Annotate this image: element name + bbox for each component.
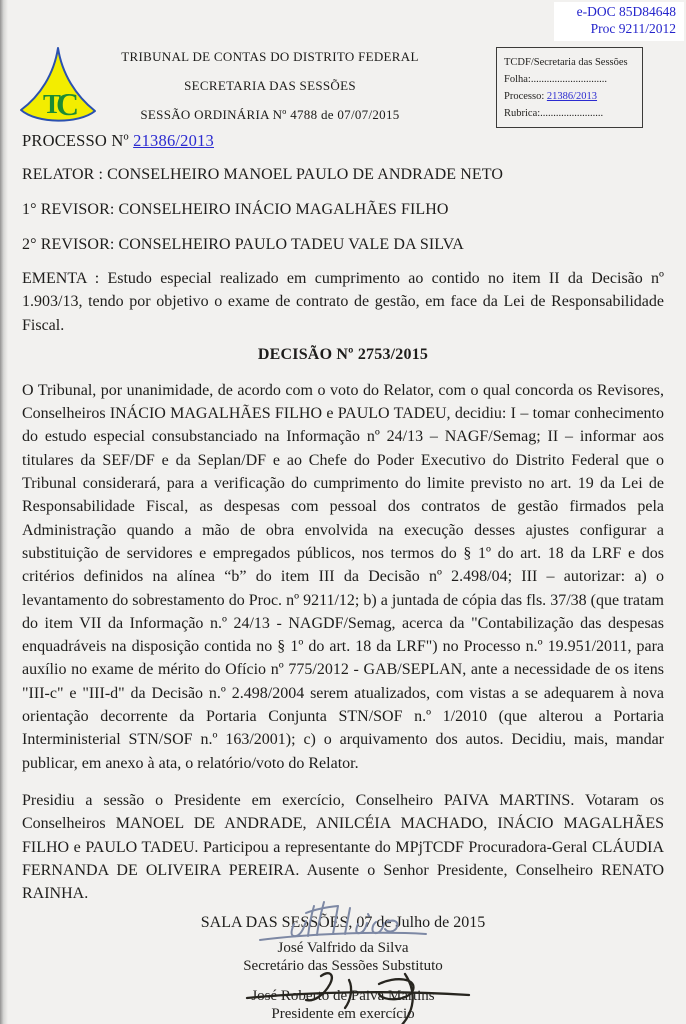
- edoc-proc-number: Proc 9211/2012: [590, 20, 676, 36]
- process-number-link[interactable]: 21386/2013: [133, 131, 214, 150]
- signer1-role: Secretário das Sessões Substituto: [243, 958, 443, 975]
- revisor2-line: 2° REVISOR: CONSELHEIRO PAULO TADEU VALE DA SILVA: [22, 236, 464, 253]
- dept-name: SECRETARIA DAS SESSÕES: [184, 78, 356, 93]
- svg-text:C: C: [56, 86, 80, 122]
- document-header: [55, 42, 485, 129]
- edoc-number: e-DOC 85D84648: [576, 4, 676, 19]
- svg-text:T: T: [43, 89, 62, 119]
- place-date-line: SALA DAS SESSÕES, 07 de Julho de 2015: [200, 914, 486, 932]
- signature-block: [0, 898, 686, 1023]
- signer1-name: José Valfrido da Silva: [277, 940, 409, 956]
- stamp-folha-line: Folha:.............................: [504, 74, 607, 85]
- signer2-name: José Roberto de Paiva Martins: [251, 987, 435, 1004]
- process-line: [22, 131, 664, 151]
- org-name: TRIBUNAL DE CONTAS DO DISTRITO FEDERAL: [121, 49, 419, 64]
- relator-line: RELATOR : CONSELHEIRO MANOEL PAULO DE ANDRADE NETO: [22, 166, 504, 183]
- session-title: SESSÃO ORDINÁRIA Nº 4788 de 07/07/2015: [140, 107, 400, 122]
- ementa-paragraph: EMENTA : Estudo especial realizado em cumprimento ao contido no item II da Decisão nº 1.903/13, tendo por objetivo o exame de contrato de gestão, em face da Lei de Responsabilidade Fiscal.: [22, 270, 664, 334]
- decision-title: DECISÃO Nº 2753/2015: [257, 345, 429, 363]
- signer2-role: Presidente em exercício: [271, 1005, 415, 1022]
- revisor1-line: 1° REVISOR: CONSELHEIRO INÁCIO MAGALHÃES FILHO: [22, 201, 449, 218]
- stamp-box: [496, 47, 643, 128]
- stamp-title: TCDF/Secretaria das Sessões: [504, 57, 628, 68]
- stamp-processo-line: [504, 88, 635, 105]
- process-label: PROCESSO Nº: [22, 131, 129, 150]
- signer2-name-wrap: [251, 987, 434, 1005]
- decision-text-paragraph: O Tribunal, por unanimidade, de acordo com o voto do Relator, com o qual concorda os Revisores, Conselheiros INÁCIO MAGALHÃES FILHO e PAULO TADEU, decidiu: I – tomar conhecimento do estudo especial consubstanciado na Informação nº 24/13 – NAGF/Semag; II – informar aos titulares da SEF/DF e da Seplan/DF e ao Chefe do Poder Executivo do Distrito Federal que o Tribunal considerará, para a verificação do cumprimento do limite previsto no art. 19 da Lei de Responsabilidade Fiscal, as despesas com pessoal dos contratos de gestão firmados pela Administração quando a mão de obra envolvida na execução desses ajustes configurar a substituição de servidores e empregados públicos, nos termos do § 1º do art. 18 da LRF e dos critérios definidos na alínea “b” do item III da Decisão nº 2.498/04; III – autorizar: a) o levantamento do sobrestamento do Proc. nº 9211/12; b) a juntada de cópia das fls. 37/38 (que tratam do item VII da Informação n.º 24/13 - NAGDF/Semag, acerca da "Contabilização das despesas enquadráveis na disposição contida no § 1º do art. 18 da LRF") no Processo n.º 19.951/2011, para auxílio no exame de mérito do Ofício nº 775/2012 - GAB/SEPLAN, ante a necessidade de os itens "III-c" e "III-d" da Decisão n.º 2.498/2004 serem atualizados, com vistas a se adequarem à nova orientação decorrente da Portaria Conjunta STN/SOF n.º 1/2010 (que alterou a Portaria Interministerial STN/SOF n.º 163/2001); c) o arquivamento dos autos. Decidiu, mais, mandar publicar, em anexo à ata, o relatório/voto do Relator.: [22, 381, 664, 772]
- scan-edge-shadow: [0, 0, 8, 1024]
- stamp-rubrica-line: Rubrica:........................: [504, 108, 604, 119]
- document-body: [22, 131, 664, 932]
- edoc-stamp: [554, 2, 684, 41]
- stamp-processo-label: Processo:: [504, 91, 545, 102]
- attendance-paragraph: Presidiu a sessão o Presidente em exercício, Conselheiro PAIVA MARTINS. Votaram os Conselheiros MANOEL DE ANDRADE, ANILCÉIA MACHADO, INÁCIO MAGALHÃES FILHO e PAULO TADEU. Participou a representante do MPjTCDF Procuradora-Geral CLÁUDIA FERNANDA DE OLIVEIRA PEREIRA. Ausente o Senhor Presidente, Conselheiro RENATO RAINHA.: [22, 791, 664, 903]
- stamp-process-link[interactable]: 21386/2013: [546, 91, 598, 102]
